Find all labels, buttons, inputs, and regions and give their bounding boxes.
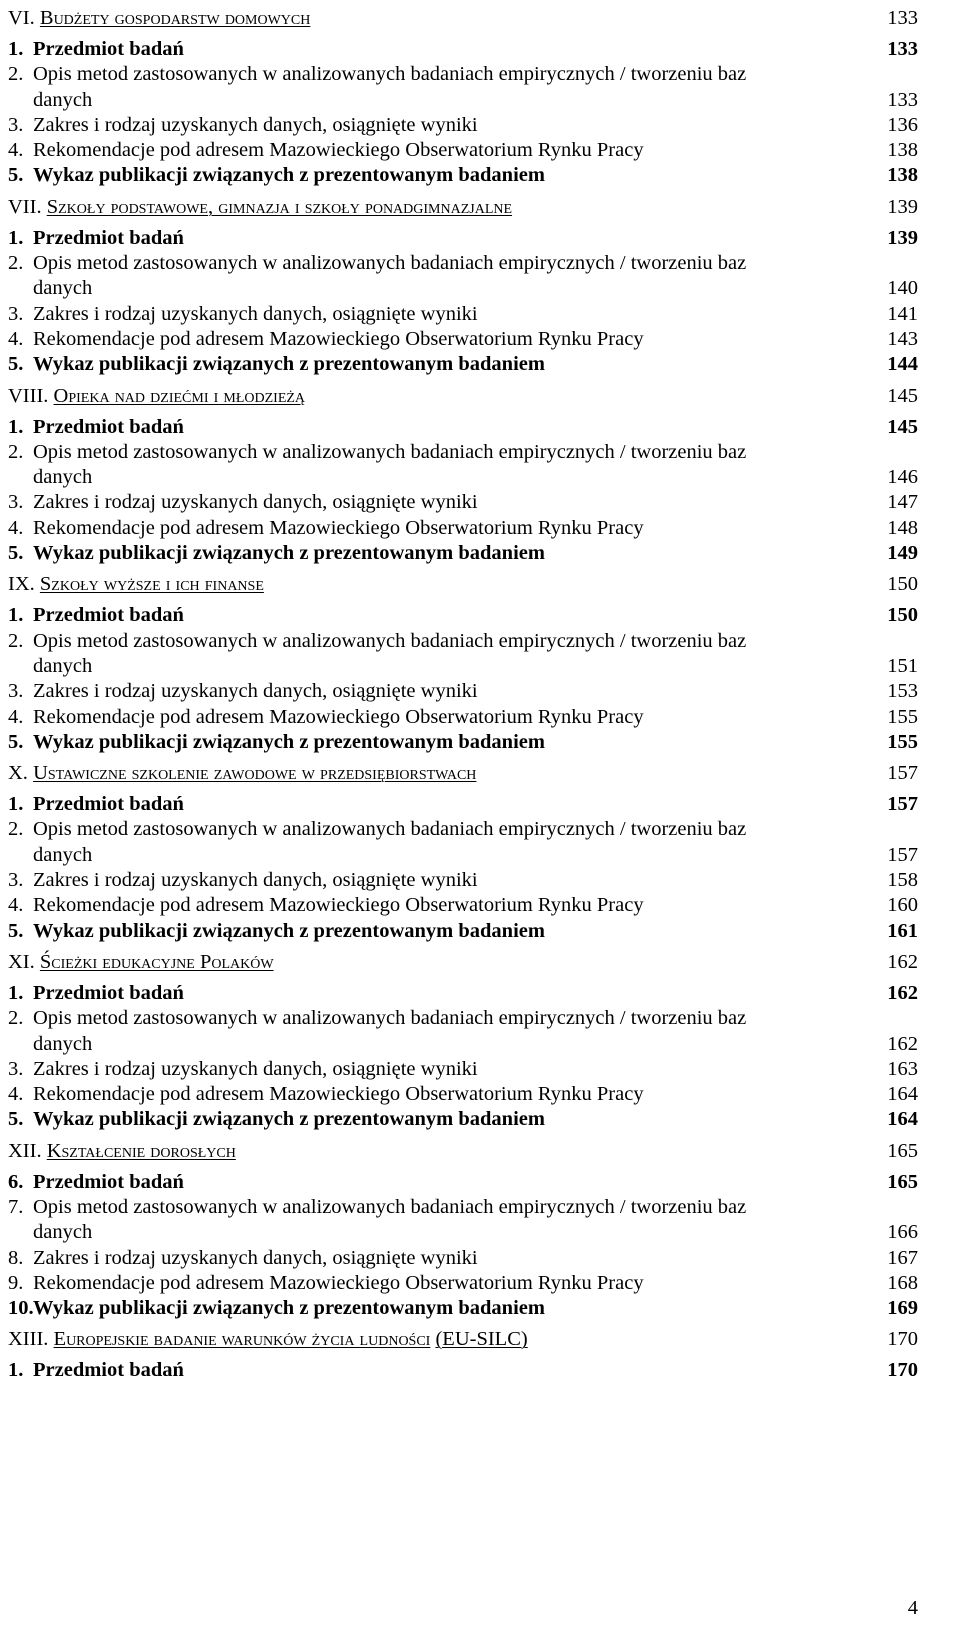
toc-entry[interactable] <box>8 1271 918 1296</box>
entry-page-number: 138 <box>887 139 918 162</box>
toc-entry[interactable] <box>8 1107 918 1132</box>
entry-page-number: 145 <box>887 415 918 438</box>
entry-text-continuation: danych <box>33 277 93 300</box>
entry-number: 4. <box>8 894 24 917</box>
toc-entry[interactable] <box>8 1006 918 1057</box>
entry-text: Zakres i rodzaj uzyskanych danych, osiągnięte wyniki <box>33 302 478 325</box>
entry-number: 3. <box>8 302 24 325</box>
section-page-number: 157 <box>887 762 918 785</box>
toc-entry[interactable] <box>8 868 918 893</box>
section-number: XIII. <box>8 1328 49 1351</box>
section-heading[interactable] <box>8 1133 918 1170</box>
section-title: Kształcenie dorosłych <box>46 1139 236 1162</box>
entry-text: Przedmiot badań <box>33 981 184 1004</box>
toc-entry[interactable] <box>8 1057 918 1082</box>
entry-number: 4. <box>8 705 24 728</box>
entry-number: 6. <box>8 1170 24 1193</box>
entry-page-number: 166 <box>887 1221 918 1244</box>
toc-entry[interactable] <box>8 138 918 163</box>
section-title: Opieka nad dziećmi i młodzieżą <box>53 384 306 407</box>
toc-entry[interactable] <box>8 1170 918 1195</box>
entry-text: Opis metod zastosowanych w analizowanych badaniach empirycznych / tworzeniu baz <box>33 63 747 86</box>
entry-text-continuation: danych <box>33 1032 93 1055</box>
toc-entry[interactable] <box>8 679 918 704</box>
toc-entry[interactable] <box>8 226 918 251</box>
entry-number: 2. <box>8 1007 24 1030</box>
toc-entry[interactable] <box>8 113 918 138</box>
entry-number: 1. <box>8 226 24 249</box>
entry-number: 8. <box>8 1246 24 1269</box>
entry-page-number: 139 <box>887 226 918 249</box>
section-number: VI. <box>8 7 35 29</box>
entry-text: Wykaz publikacji związanych z prezentowanym badaniem <box>33 542 545 565</box>
toc-entry[interactable] <box>8 1082 918 1107</box>
entry-number: 3. <box>8 491 24 514</box>
entry-number: 4. <box>8 139 24 162</box>
section-heading[interactable] <box>8 755 918 792</box>
entry-number: 4. <box>8 327 24 350</box>
entry-page-number: 147 <box>887 491 918 514</box>
toc-entry[interactable] <box>8 893 918 918</box>
entry-text: Zakres i rodzaj uzyskanych danych, osiągnięte wyniki <box>33 1246 478 1269</box>
entry-page-number: 144 <box>887 353 918 376</box>
entry-number: 1. <box>8 38 24 60</box>
toc-section <box>8 189 918 378</box>
section-title: Ścieżki edukacyjne Polaków <box>39 950 274 973</box>
entry-page-number: 133 <box>887 38 918 60</box>
entry-page-number: 141 <box>887 302 918 325</box>
entry-number: 4. <box>8 1083 24 1106</box>
section-title: Europejskie badanie warunków życia ludności <box>53 1328 431 1351</box>
entry-text: Zakres i rodzaj uzyskanych danych, osiągnięte wyniki <box>33 491 478 514</box>
section-page-number: 162 <box>887 950 918 973</box>
entry-page-number: 168 <box>887 1271 918 1294</box>
toc-entry[interactable] <box>8 516 918 541</box>
section-title: Ustawiczne szkolenie zawodowe w przedsiębiorstwach <box>33 762 477 785</box>
entry-text: Opis metod zastosowanych w analizowanych badaniach empirycznych / tworzeniu baz <box>33 252 747 275</box>
entry-number: 4. <box>8 516 24 539</box>
section-number: VII. <box>8 195 42 218</box>
entry-text-continuation: danych <box>33 654 93 677</box>
toc-section <box>8 1133 918 1322</box>
entry-text: Opis metod zastosowanych w analizowanych badaniach empirycznych / tworzeniu baz <box>33 1007 747 1030</box>
entry-number: 5. <box>8 730 24 753</box>
entry-number: 9. <box>8 1271 24 1294</box>
entry-page-number: 167 <box>887 1246 918 1269</box>
entry-page-number: 157 <box>887 793 918 816</box>
section-page-number: 145 <box>887 384 918 407</box>
section-page-number: 133 <box>887 7 918 29</box>
entry-number: 3. <box>8 869 24 892</box>
entry-number: 2. <box>8 629 24 652</box>
entry-text: Przedmiot badań <box>33 415 184 438</box>
entry-text: Przedmiot badań <box>33 38 184 60</box>
entry-page-number: 151 <box>887 654 918 677</box>
toc-entry[interactable] <box>8 1246 918 1271</box>
entry-text: Przedmiot badań <box>33 1359 184 1382</box>
entry-number: 1. <box>8 415 24 438</box>
entry-number: 7. <box>8 1195 24 1218</box>
entry-text-continuation: danych <box>33 466 93 489</box>
toc-entry[interactable] <box>8 919 918 944</box>
entry-text: Rekomendacje pod adresem Mazowieckiego Obserwatorium Rynku Pracy <box>33 139 644 162</box>
toc-section <box>8 1321 918 1383</box>
toc-section <box>8 0 918 189</box>
entry-page-number: 146 <box>887 466 918 489</box>
entry-page-number: 143 <box>887 327 918 350</box>
entry-text-continuation: danych <box>33 843 93 866</box>
entry-text: Rekomendacje pod adresem Mazowieckiego Obserwatorium Rynku Pracy <box>33 894 644 917</box>
section-title: Szkoły wyższe i ich finanse <box>39 573 264 596</box>
entry-number: 3. <box>8 113 24 136</box>
toc-section <box>8 566 918 755</box>
toc-entry[interactable] <box>8 440 918 491</box>
toc-entry[interactable] <box>8 629 918 680</box>
entry-number: 3. <box>8 680 24 703</box>
entry-text: Rekomendacje pod adresem Mazowieckiego Obserwatorium Rynku Pracy <box>33 327 644 350</box>
entry-number: 1. <box>8 981 24 1004</box>
entry-text: Zakres i rodzaj uzyskanych danych, osiągnięte wyniki <box>33 1057 478 1080</box>
entry-text: Opis metod zastosowanych w analizowanych badaniach empirycznych / tworzeniu baz <box>33 1195 747 1218</box>
entry-number: 10. <box>8 1297 34 1320</box>
entry-page-number: 158 <box>887 869 918 892</box>
toc-entry[interactable] <box>8 62 918 113</box>
entry-page-number: 170 <box>887 1359 918 1382</box>
entry-number: 1. <box>8 1359 24 1382</box>
entry-page-number: 140 <box>887 277 918 300</box>
section-number: X. <box>8 762 28 785</box>
section-title: Szkoły podstawowe, gimnazja i szkoły ponadgimnazjalne <box>46 195 513 218</box>
entry-text: Wykaz publikacji związanych z prezentowanym badaniem <box>33 353 545 376</box>
toc-entry[interactable] <box>8 302 918 327</box>
entry-text-continuation: danych <box>33 1221 93 1244</box>
entry-page-number: 161 <box>887 919 918 942</box>
entry-page-number: 136 <box>887 113 918 136</box>
toc-entry[interactable] <box>8 603 918 628</box>
entry-page-number: 149 <box>887 542 918 565</box>
entry-page-number: 133 <box>887 88 918 111</box>
toc-entry[interactable] <box>8 415 918 440</box>
entry-text: Rekomendacje pod adresem Mazowieckiego Obserwatorium Rynku Pracy <box>33 705 644 728</box>
section-page-number: 170 <box>887 1328 918 1351</box>
section-title-suffix: (EU-SILC) <box>435 1328 528 1351</box>
entry-number: 2. <box>8 440 24 463</box>
toc-entry[interactable] <box>8 37 918 62</box>
entry-text: Wykaz publikacji związanych z prezentowanym badaniem <box>33 1108 545 1131</box>
section-title: Budżety gospodarstw domowych <box>39 7 311 29</box>
toc-entry[interactable] <box>8 1358 918 1383</box>
entry-text: Rekomendacje pod adresem Mazowieckiego Obserwatorium Rynku Pracy <box>33 1271 644 1294</box>
entry-text: Wykaz publikacji związanych z prezentowanym badaniem <box>33 1297 545 1320</box>
entry-text: Zakres i rodzaj uzyskanych danych, osiągnięte wyniki <box>33 869 478 892</box>
entry-number: 2. <box>8 252 24 275</box>
toc-entry[interactable] <box>8 705 918 730</box>
entry-page-number: 169 <box>887 1297 918 1320</box>
entry-page-number: 164 <box>887 1108 918 1131</box>
section-heading[interactable] <box>8 1321 918 1358</box>
toc-entry[interactable] <box>8 981 918 1006</box>
table-of-contents <box>8 0 918 1384</box>
toc-entry[interactable] <box>8 792 918 817</box>
entry-number: 5. <box>8 542 24 565</box>
toc-entry[interactable] <box>8 817 918 868</box>
section-page-number: 165 <box>887 1139 918 1162</box>
entry-page-number: 153 <box>887 680 918 703</box>
toc-entry[interactable] <box>8 730 918 755</box>
toc-entry[interactable] <box>8 327 918 352</box>
entry-page-number: 138 <box>887 164 918 187</box>
section-number: VIII. <box>8 384 49 407</box>
section-heading[interactable] <box>8 566 918 603</box>
toc-entry[interactable] <box>8 490 918 515</box>
entry-number: 1. <box>8 604 24 627</box>
entry-page-number: 162 <box>887 1032 918 1055</box>
entry-number: 5. <box>8 164 24 187</box>
toc-entry[interactable] <box>8 1296 918 1321</box>
entry-number: 2. <box>8 63 24 86</box>
section-page-number: 139 <box>887 195 918 218</box>
section-number: XI. <box>8 950 35 973</box>
section-number: XII. <box>8 1139 42 1162</box>
entry-page-number: 148 <box>887 516 918 539</box>
toc-entry[interactable] <box>8 251 918 302</box>
entry-text: Opis metod zastosowanych w analizowanych badaniach empirycznych / tworzeniu baz <box>33 629 747 652</box>
entry-text: Wykaz publikacji związanych z prezentowanym badaniem <box>33 730 545 753</box>
section-heading[interactable] <box>8 189 918 226</box>
entry-page-number: 155 <box>887 730 918 753</box>
entry-text: Przedmiot badań <box>33 604 184 627</box>
entry-text: Przedmiot badań <box>33 1170 184 1193</box>
toc-entry[interactable] <box>8 163 918 188</box>
entry-text: Wykaz publikacji związanych z prezentowanym badaniem <box>33 164 545 187</box>
entry-text: Przedmiot badań <box>33 226 184 249</box>
section-number: IX. <box>8 573 35 596</box>
entry-text: Wykaz publikacji związanych z prezentowanym badaniem <box>33 919 545 942</box>
entry-number: 1. <box>8 793 24 816</box>
entry-text: Zakres i rodzaj uzyskanych danych, osiągnięte wyniki <box>33 113 478 136</box>
toc-section <box>8 378 918 567</box>
section-heading[interactable] <box>8 0 918 37</box>
entry-text: Przedmiot badań <box>33 793 184 816</box>
entry-page-number: 162 <box>887 981 918 1004</box>
entry-page-number: 155 <box>887 705 918 728</box>
toc-section <box>8 944 918 1133</box>
entry-page-number: 163 <box>887 1057 918 1080</box>
entry-text-continuation: danych <box>33 88 93 111</box>
section-heading[interactable] <box>8 378 918 415</box>
entry-text: Opis metod zastosowanych w analizowanych badaniach empirycznych / tworzeniu baz <box>33 818 747 841</box>
entry-page-number: 164 <box>887 1083 918 1106</box>
entry-page-number: 160 <box>887 894 918 917</box>
entry-text: Zakres i rodzaj uzyskanych danych, osiągnięte wyniki <box>33 680 478 703</box>
entry-number: 3. <box>8 1057 24 1080</box>
entry-text: Opis metod zastosowanych w analizowanych badaniach empirycznych / tworzeniu baz <box>33 440 747 463</box>
entry-page-number: 165 <box>887 1170 918 1193</box>
entry-page-number: 157 <box>887 843 918 866</box>
entry-number: 5. <box>8 353 24 376</box>
entry-text: Rekomendacje pod adresem Mazowieckiego Obserwatorium Rynku Pracy <box>33 516 644 539</box>
entry-number: 5. <box>8 919 24 942</box>
toc-entry[interactable] <box>8 541 918 566</box>
section-heading[interactable] <box>8 944 918 981</box>
entry-page-number: 150 <box>887 604 918 627</box>
entry-text: Rekomendacje pod adresem Mazowieckiego Obserwatorium Rynku Pracy <box>33 1083 644 1106</box>
entry-number: 2. <box>8 818 24 841</box>
section-page-number: 150 <box>887 573 918 596</box>
entry-number: 5. <box>8 1108 24 1131</box>
page-number: 4 <box>907 1597 918 1619</box>
toc-entry[interactable] <box>8 1195 918 1246</box>
toc-entry[interactable] <box>8 352 918 377</box>
toc-section <box>8 755 918 944</box>
